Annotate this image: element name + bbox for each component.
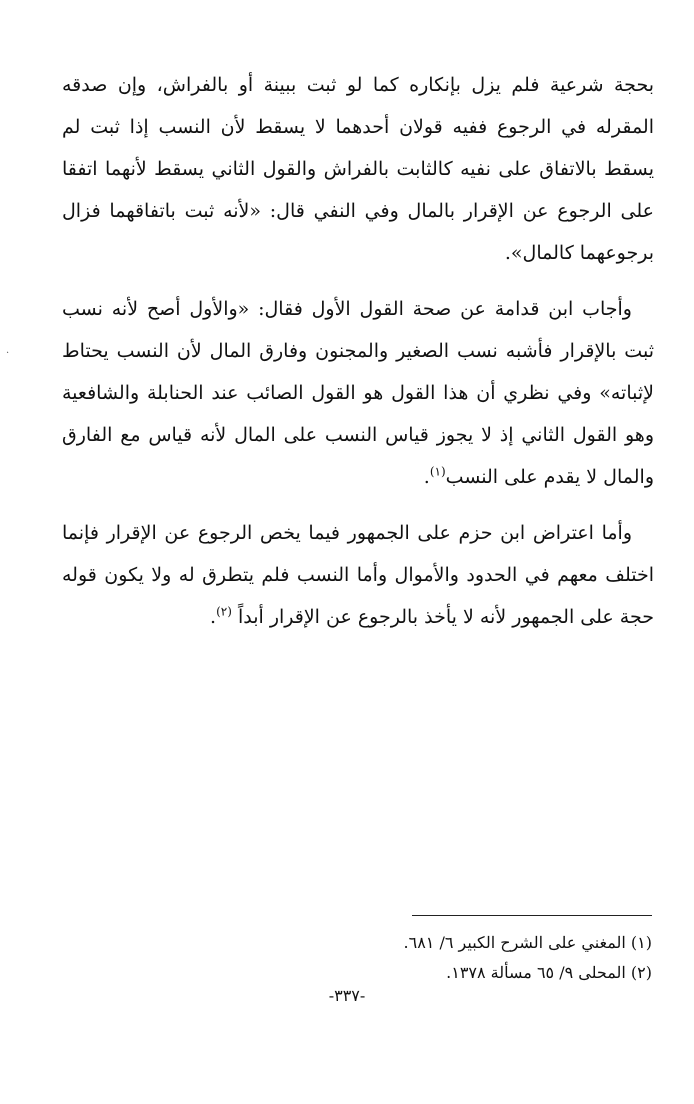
main-text-block — [62, 64, 654, 652]
footnote-ref-2[interactable]: (٢) — [216, 604, 232, 619]
footnote-1: (١) المغني على الشرح الكبير ٦/ ٦٨١. — [403, 933, 652, 952]
paragraph-1-text: بحجة شرعية فلم يزل بإنكاره كما لو ثبت ببينة أو بالفراش، وإن صدقه المقرله في الرجوع ففيه قولان أحدهما لا يسقط لأن النسب إذا ثبت لم يسقط بالاتفاق على نفيه كالثابت بالفراش والقول الثاني يسقط لأنهما اتفقا على الرجوع عن الإقرار بالمال وفي النفي قال: «لأنه ثبت باتفاقهما فزال برجوعهما كالمال». — [62, 74, 654, 264]
footnotes-block — [62, 928, 652, 988]
paragraph-3-text: وأما اعتراض ابن حزم على الجمهور فيما يخص الرجوع عن الإقرار فإنما اختلف معهم في الحدود والأموال وأما النسب فلم يتطرق له ولا يكون قوله حجة على الجمهور لأنه لا يأخذ بالرجوع عن الإقرار أبداً — [62, 522, 654, 628]
paragraph-3 — [62, 512, 654, 638]
footnote-2: (٢) المحلى ٩/ ٦٥ مسألة ١٣٧٨. — [446, 963, 652, 982]
footnote-ref-1[interactable]: (١) — [429, 464, 446, 479]
paragraph-3-tail: . — [210, 606, 217, 628]
paragraph-2-text: وأجاب ابن قدامة عن صحة القول الأول فقال: «والأول أصح لأنه نسب ثبت بالإقرار فأشبه نسب الصغير والمجنون وفارق المال لأن النسب يحتاط لإثباته» وفي نظري أن هذا القول هو القول الصائب عند الحنابلة والشافعية وهو القول الثاني إذ لا يجوز قياس النسب على المال لأنه قياس مع الفارق والمال لا يقدم على النسب — [62, 298, 654, 488]
footnote-separator — [412, 915, 652, 916]
paragraph-1 — [62, 64, 654, 274]
margin-mark: · — [6, 348, 10, 359]
paragraph-2-tail: . — [423, 466, 430, 488]
page-number: -٣٣٧- — [328, 986, 366, 1005]
paragraph-2 — [62, 288, 654, 498]
